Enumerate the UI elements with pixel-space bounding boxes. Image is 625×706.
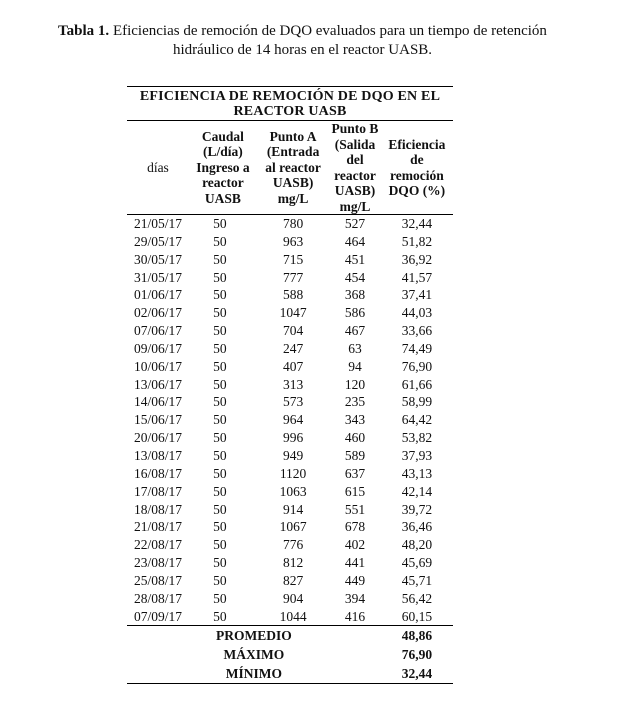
caption-text: Eficiencias de remoción de DQO evaluados para un tiempo de retención hidráulico de 14 horas en el reactor UASB. bbox=[112, 23, 547, 58]
table-row bbox=[127, 590, 453, 608]
cell-eficiencia: 76,90 bbox=[401, 358, 433, 374]
table-row bbox=[127, 554, 453, 572]
cell-caudal: 50 bbox=[213, 590, 227, 606]
cell-punto-b: 402 bbox=[344, 537, 366, 553]
cell-punto-a: 407 bbox=[282, 358, 304, 374]
table-row bbox=[127, 322, 453, 340]
cell-caudal: 50 bbox=[213, 216, 227, 231]
table-row bbox=[127, 483, 453, 501]
cell-caudal: 50 bbox=[213, 323, 227, 339]
table-row bbox=[127, 447, 453, 465]
table-row bbox=[127, 358, 453, 376]
summary-row bbox=[127, 645, 453, 664]
cell-eficiencia: 61,66 bbox=[401, 376, 433, 392]
cell-caudal: 50 bbox=[213, 465, 227, 481]
cell-date: 07/09/17 bbox=[133, 608, 182, 624]
cell-punto-b: 63 bbox=[348, 340, 362, 356]
cell-eficiencia: 56,42 bbox=[401, 590, 433, 606]
header-punto-b: Punto B (Salida del reactor UASB) mg/L bbox=[329, 121, 381, 215]
table-body bbox=[127, 215, 453, 626]
cell-caudal: 50 bbox=[213, 233, 227, 249]
summary-value: 76,90 bbox=[401, 647, 433, 663]
cell-eficiencia: 45,71 bbox=[401, 572, 433, 588]
summary-row bbox=[127, 626, 453, 646]
cell-eficiencia: 32,44 bbox=[401, 216, 433, 231]
dqo-removal-table bbox=[127, 86, 453, 684]
cell-punto-b: 343 bbox=[344, 412, 366, 428]
cell-date: 30/05/17 bbox=[133, 251, 182, 267]
cell-eficiencia: 36,92 bbox=[401, 251, 433, 267]
table-row bbox=[127, 286, 453, 304]
cell-punto-a: 715 bbox=[282, 251, 304, 267]
cell-eficiencia: 37,93 bbox=[401, 447, 433, 463]
cell-date: 18/08/17 bbox=[133, 501, 182, 517]
table-row bbox=[127, 251, 453, 269]
cell-punto-b: 527 bbox=[344, 216, 366, 231]
cell-punto-b: 454 bbox=[344, 269, 366, 285]
cell-date: 01/06/17 bbox=[133, 287, 182, 303]
cell-caudal: 50 bbox=[213, 483, 227, 499]
cell-punto-b: 394 bbox=[344, 590, 366, 606]
cell-caudal: 50 bbox=[213, 501, 227, 517]
table-row bbox=[127, 340, 453, 358]
table-row bbox=[127, 465, 453, 483]
cell-caudal: 50 bbox=[213, 340, 227, 356]
table-caption bbox=[30, 22, 575, 60]
cell-date: 21/05/17 bbox=[133, 216, 182, 231]
cell-punto-b: 120 bbox=[344, 376, 366, 392]
cell-punto-a: 1063 bbox=[279, 483, 307, 499]
table-row bbox=[127, 269, 453, 287]
cell-date: 10/06/17 bbox=[133, 358, 182, 374]
cell-punto-b: 449 bbox=[344, 572, 366, 588]
summary-label: MÁXIMO bbox=[223, 647, 285, 663]
table-row bbox=[127, 376, 453, 394]
cell-punto-b: 678 bbox=[344, 519, 366, 535]
cell-punto-a: 964 bbox=[282, 412, 304, 428]
table-row bbox=[127, 572, 453, 590]
summary-value: 48,86 bbox=[381, 626, 453, 646]
cell-punto-b: 235 bbox=[344, 394, 366, 410]
cell-eficiencia: 45,69 bbox=[401, 555, 433, 571]
header-dias: días bbox=[127, 121, 189, 215]
cell-date: 02/06/17 bbox=[133, 305, 182, 321]
cell-punto-b: 416 bbox=[344, 608, 366, 624]
table-title: EFICIENCIA DE REMOCIÓN DE DQO EN EL REACTOR UASB bbox=[127, 87, 453, 121]
cell-date: 17/08/17 bbox=[133, 483, 182, 499]
cell-caudal: 50 bbox=[213, 358, 227, 374]
cell-punto-b: 586 bbox=[344, 305, 366, 321]
cell-caudal: 50 bbox=[213, 608, 227, 624]
cell-caudal: 50 bbox=[213, 555, 227, 571]
cell-date: 15/06/17 bbox=[133, 412, 182, 428]
cell-punto-a: 963 bbox=[282, 233, 304, 249]
cell-date: 25/08/17 bbox=[133, 572, 182, 588]
cell-punto-a: 904 bbox=[282, 590, 304, 606]
cell-eficiencia: 37,41 bbox=[401, 287, 433, 303]
cell-eficiencia: 41,57 bbox=[401, 269, 433, 285]
cell-eficiencia: 51,82 bbox=[401, 233, 433, 249]
cell-caudal: 50 bbox=[213, 251, 227, 267]
cell-eficiencia: 53,82 bbox=[401, 430, 433, 446]
summary-label: PROMEDIO bbox=[127, 626, 381, 646]
cell-date: 13/06/17 bbox=[133, 376, 182, 392]
cell-eficiencia: 74,49 bbox=[401, 340, 433, 356]
cell-punto-b: 441 bbox=[344, 555, 366, 571]
cell-punto-a: 247 bbox=[282, 340, 304, 356]
table-row bbox=[127, 536, 453, 554]
cell-punto-b: 368 bbox=[344, 287, 366, 303]
cell-punto-a: 1067 bbox=[279, 519, 307, 535]
cell-punto-a: 1047 bbox=[279, 305, 307, 321]
header-caudal: Caudal (L/día) Ingreso a reactor UASB bbox=[189, 121, 257, 215]
cell-caudal: 50 bbox=[213, 430, 227, 446]
cell-punto-a: 780 bbox=[282, 216, 304, 231]
cell-punto-b: 451 bbox=[344, 251, 366, 267]
cell-date: 23/08/17 bbox=[133, 555, 182, 571]
table-row bbox=[127, 501, 453, 519]
table-row bbox=[127, 393, 453, 411]
summary-row bbox=[127, 664, 453, 684]
table-row bbox=[127, 429, 453, 447]
cell-caudal: 50 bbox=[213, 287, 227, 303]
cell-caudal: 50 bbox=[213, 305, 227, 321]
cell-eficiencia: 36,46 bbox=[401, 519, 433, 535]
cell-caudal: 50 bbox=[213, 572, 227, 588]
cell-punto-a: 1120 bbox=[279, 465, 307, 481]
cell-punto-b: 467 bbox=[344, 323, 366, 339]
cell-punto-b: 615 bbox=[344, 483, 366, 499]
summary-label: MÍNIMO bbox=[127, 664, 381, 684]
cell-punto-a: 776 bbox=[282, 537, 304, 553]
cell-date: 21/08/17 bbox=[133, 519, 182, 535]
table-row bbox=[127, 411, 453, 429]
cell-caudal: 50 bbox=[213, 269, 227, 285]
cell-punto-a: 914 bbox=[282, 501, 304, 517]
cell-date: 20/06/17 bbox=[133, 430, 182, 446]
cell-date: 22/08/17 bbox=[133, 537, 182, 553]
cell-date: 13/08/17 bbox=[133, 447, 182, 463]
cell-punto-a: 1044 bbox=[279, 608, 307, 624]
summary-body bbox=[127, 626, 453, 684]
cell-caudal: 50 bbox=[213, 394, 227, 410]
cell-date: 14/06/17 bbox=[133, 394, 182, 410]
cell-eficiencia: 44,03 bbox=[401, 305, 433, 321]
cell-caudal: 50 bbox=[213, 412, 227, 428]
cell-punto-a: 704 bbox=[282, 323, 304, 339]
cell-caudal: 50 bbox=[213, 537, 227, 553]
header-eficiencia: Eficiencia de remoción DQO (%) bbox=[381, 121, 453, 215]
table-row bbox=[127, 304, 453, 322]
caption-label: Tabla 1. bbox=[58, 23, 110, 39]
cell-punto-a: 949 bbox=[282, 447, 304, 463]
cell-date: 31/05/17 bbox=[133, 269, 182, 285]
cell-caudal: 50 bbox=[213, 447, 227, 463]
cell-punto-b: 460 bbox=[344, 430, 366, 446]
cell-punto-a: 996 bbox=[282, 430, 304, 446]
table-row bbox=[127, 233, 453, 251]
table-row bbox=[127, 215, 453, 233]
cell-eficiencia: 42,14 bbox=[401, 483, 433, 499]
cell-eficiencia: 58,99 bbox=[401, 394, 433, 410]
cell-date: 07/06/17 bbox=[133, 323, 182, 339]
cell-punto-b: 589 bbox=[344, 447, 366, 463]
cell-punto-a: 827 bbox=[282, 572, 304, 588]
cell-caudal: 50 bbox=[213, 376, 227, 392]
cell-eficiencia: 48,20 bbox=[401, 537, 433, 553]
cell-eficiencia: 33,66 bbox=[401, 323, 433, 339]
cell-date: 09/06/17 bbox=[133, 340, 182, 356]
cell-eficiencia: 39,72 bbox=[401, 501, 433, 517]
cell-punto-a: 313 bbox=[282, 376, 304, 392]
cell-punto-b: 551 bbox=[344, 501, 366, 517]
cell-punto-a: 777 bbox=[282, 269, 304, 285]
summary-value: 32,44 bbox=[381, 664, 453, 684]
cell-date: 16/08/17 bbox=[133, 465, 182, 481]
table-row bbox=[127, 608, 453, 626]
cell-eficiencia: 64,42 bbox=[401, 412, 433, 428]
cell-punto-a: 812 bbox=[282, 555, 304, 571]
cell-punto-a: 573 bbox=[282, 394, 304, 410]
cell-punto-b: 94 bbox=[348, 358, 362, 374]
cell-punto-b: 464 bbox=[344, 233, 366, 249]
cell-date: 29/05/17 bbox=[133, 233, 182, 249]
table-row bbox=[127, 518, 453, 536]
cell-eficiencia: 43,13 bbox=[401, 465, 433, 481]
header-punto-a: Punto A (Entrada al reactor UASB) mg/L bbox=[257, 121, 329, 215]
cell-caudal: 50 bbox=[213, 519, 227, 535]
cell-eficiencia: 60,15 bbox=[401, 608, 433, 624]
cell-punto-a: 588 bbox=[282, 287, 304, 303]
cell-punto-b: 637 bbox=[344, 465, 366, 481]
cell-date: 28/08/17 bbox=[133, 590, 182, 606]
